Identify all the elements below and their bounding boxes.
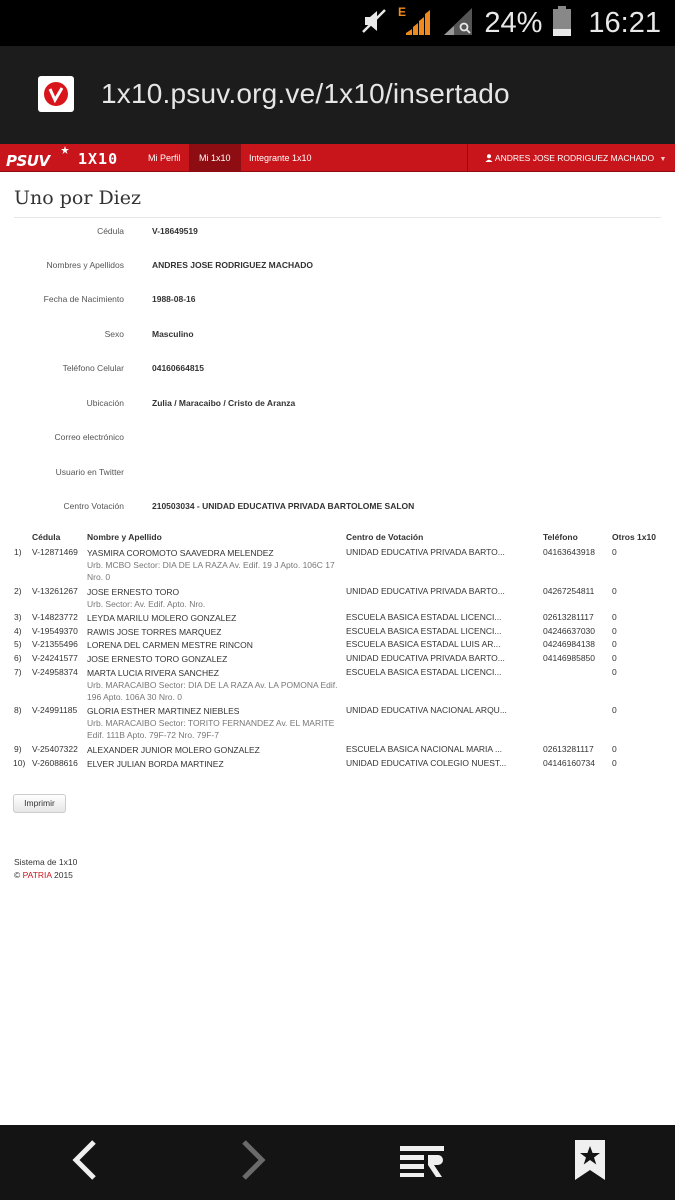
user-menu[interactable] bbox=[467, 144, 675, 172]
row-center: ESCUELA BASICA ESTADAL LICENCI... bbox=[346, 667, 502, 677]
row-number: 6) bbox=[14, 653, 22, 663]
back-icon bbox=[70, 1138, 100, 1187]
row-cedula: V-24991185 bbox=[32, 705, 78, 715]
forward-icon bbox=[238, 1138, 268, 1187]
row-number: 8) bbox=[14, 705, 22, 715]
row-phone: 02613281117 bbox=[543, 612, 594, 622]
browser-bottom-bar bbox=[0, 1125, 675, 1200]
row-cedula: V-24241577 bbox=[32, 653, 78, 663]
profile-row-ubicacion bbox=[0, 398, 675, 412]
logo-psuv-text: PSUV bbox=[6, 152, 50, 170]
row-name: RAWIS JOSE TORRES MARQUEZ bbox=[87, 627, 222, 637]
row-center: ESCUELA BASICA ESTADAL LICENCI... bbox=[346, 612, 502, 622]
site-navbar bbox=[0, 144, 675, 172]
row-center: UNIDAD EDUCATIVA PRIVADA BARTO... bbox=[346, 547, 505, 557]
profile-row-centro bbox=[0, 501, 675, 515]
table-header bbox=[0, 532, 675, 544]
print-button[interactable]: Imprimir bbox=[13, 794, 66, 813]
footer-year: 2015 bbox=[54, 870, 73, 880]
title-divider bbox=[14, 217, 661, 218]
row-cedula: V-26088616 bbox=[32, 758, 78, 768]
row-phone: 04163643918 bbox=[543, 547, 596, 557]
row-otros: 0 bbox=[612, 744, 617, 754]
row-number: 1) bbox=[14, 547, 22, 557]
back-button[interactable] bbox=[60, 1137, 110, 1187]
logo-app-name: 1X10 bbox=[78, 150, 119, 168]
row-center: ESCUELA BASICA NACIONAL MARIA ... bbox=[346, 744, 503, 754]
star-icon bbox=[61, 146, 69, 154]
row-cedula: V-24958374 bbox=[32, 667, 78, 677]
profile-row-fecha bbox=[0, 294, 675, 308]
footer-system-label: Sistema de 1x10 bbox=[14, 857, 78, 867]
reader-mode-icon bbox=[398, 1142, 446, 1183]
row-center: ESCUELA BASICA ESTADAL LICENCI... bbox=[346, 626, 502, 636]
row-address: Urb. MARACAIBO Sector: DIA DE LA RAZA Av. LA POMONA Edif. 196 Apto. 106A 30 Nro. 0 bbox=[87, 680, 338, 702]
profile-label: Ubicación bbox=[86, 398, 124, 408]
row-name-cell bbox=[87, 705, 343, 741]
row-phone: 04246984138 bbox=[543, 639, 596, 649]
profile-label: Cédula bbox=[97, 226, 124, 236]
bookmark-icon bbox=[573, 1138, 607, 1187]
row-phone: 02613281117 bbox=[543, 744, 594, 754]
row-phone: 04146160734 bbox=[543, 758, 596, 768]
row-name-cell bbox=[87, 626, 343, 638]
bookmark-button[interactable] bbox=[565, 1137, 615, 1187]
nav-integrante-1x10[interactable]: Integrante 1x10 bbox=[249, 153, 312, 163]
psuv-logo[interactable] bbox=[6, 148, 119, 170]
row-otros: 0 bbox=[612, 626, 617, 636]
forward-button[interactable] bbox=[228, 1137, 278, 1187]
row-number: 2) bbox=[14, 586, 22, 596]
row-cedula: V-21355496 bbox=[32, 639, 78, 649]
row-number: 3) bbox=[14, 612, 22, 622]
row-name: ELVER JULIAN BORDA MARTINEZ bbox=[87, 759, 224, 769]
chevron-down-icon: ▼ bbox=[659, 156, 667, 163]
url-text[interactable]: 1x10.psuv.org.ve/1x10/insertado bbox=[101, 78, 510, 109]
row-name: YASMIRA COROMOTO SAAVEDRA MELENDEZ bbox=[87, 548, 274, 558]
row-center: UNIDAD EDUCATIVA NACIONAL ARQU... bbox=[346, 705, 507, 715]
row-otros: 0 bbox=[612, 547, 617, 557]
row-cedula: V-12871469 bbox=[32, 547, 78, 557]
column-header-cedula: Cédula bbox=[32, 532, 61, 542]
row-otros: 0 bbox=[612, 758, 617, 768]
row-number: 4) bbox=[14, 626, 22, 636]
row-otros: 0 bbox=[612, 653, 617, 663]
row-cedula: V-14823772 bbox=[32, 612, 78, 622]
column-header-centro: Centro de Votación bbox=[346, 532, 424, 542]
reader-mode-button[interactable] bbox=[397, 1137, 447, 1187]
footer-brand-link[interactable]: PATRIA bbox=[22, 870, 52, 880]
row-otros: 0 bbox=[612, 639, 617, 649]
svg-text:E: E bbox=[398, 4, 407, 19]
profile-row-sexo bbox=[0, 329, 675, 343]
profile-label: Teléfono Celular bbox=[62, 363, 124, 373]
row-name: JOSE ERNESTO TORO bbox=[87, 587, 180, 597]
row-name-cell bbox=[87, 758, 343, 770]
row-center: ESCUELA BASICA ESTADAL LUIS AR... bbox=[346, 639, 501, 649]
row-center: UNIDAD EDUCATIVA COLEGIO NUEST... bbox=[346, 758, 507, 768]
user-icon bbox=[485, 153, 495, 163]
row-address: Urb. MARACAIBO Sector: TORITO FERNANDEZ Av. EL MARITE Edif. 111B Apto. 79F-72 Nro. 79F-7 bbox=[87, 718, 335, 740]
row-otros: 0 bbox=[612, 612, 617, 622]
row-otros: 0 bbox=[612, 586, 617, 596]
profile-label: Fecha de Nacimiento bbox=[43, 294, 124, 304]
profile-value: 1988-08-16 bbox=[152, 294, 196, 304]
row-center: UNIDAD EDUCATIVA PRIVADA BARTO... bbox=[346, 586, 505, 596]
signal-icon bbox=[442, 5, 474, 42]
profile-label: Nombres y Apellidos bbox=[46, 260, 124, 270]
battery-percent: 24% bbox=[484, 6, 543, 39]
footer-copyright bbox=[14, 870, 73, 880]
profile-value: ANDRES JOSE RODRIGUEZ MACHADO bbox=[152, 260, 314, 270]
row-name: LORENA DEL CARMEN MESTRE RINCON bbox=[87, 640, 253, 650]
row-name: GLORIA ESTHER MARTINEZ NIEBLES bbox=[87, 706, 240, 716]
row-number: 5) bbox=[14, 639, 22, 649]
row-cedula: V-19549370 bbox=[32, 626, 78, 636]
row-name: MARTA LUCIA RIVERA SANCHEZ bbox=[87, 668, 219, 678]
row-phone: 04246637030 bbox=[543, 626, 596, 636]
profile-value: 210503034 - UNIDAD EDUCATIVA PRIVADA BARTOLOME SALON bbox=[152, 501, 415, 511]
row-name-cell bbox=[87, 547, 343, 583]
page-title: Uno por Diez bbox=[14, 187, 142, 209]
row-address: Urb. Sector: Av. Edif. Apto. Nro. bbox=[87, 599, 206, 609]
profile-row-twitter bbox=[0, 467, 675, 481]
row-name: JOSE ERNESTO TORO GONZALEZ bbox=[87, 654, 228, 664]
browser-url-bar[interactable] bbox=[0, 46, 675, 144]
row-center: UNIDAD EDUCATIVA PRIVADA BARTO... bbox=[346, 653, 505, 663]
profile-row-correo bbox=[0, 432, 675, 446]
row-cedula: V-25407322 bbox=[32, 744, 78, 754]
row-otros: 0 bbox=[612, 667, 617, 677]
column-header-telefono: Teléfono bbox=[543, 532, 578, 542]
status-bar bbox=[0, 0, 675, 46]
row-name-cell bbox=[87, 586, 343, 610]
row-name-cell bbox=[87, 639, 343, 651]
row-number: 7) bbox=[14, 667, 22, 677]
profile-label: Centro Votación bbox=[63, 501, 124, 511]
battery-icon bbox=[552, 5, 572, 42]
row-name-cell bbox=[87, 653, 343, 665]
profile-row-nombres bbox=[0, 260, 675, 274]
profile-label: Correo electrónico bbox=[54, 432, 124, 442]
nav-mi-perfil[interactable]: Mi Perfil bbox=[148, 153, 181, 163]
row-number: 10) bbox=[13, 758, 26, 768]
profile-value: Masculino bbox=[152, 329, 194, 339]
signal-e-icon bbox=[398, 5, 432, 42]
row-cedula: V-13261267 bbox=[32, 586, 78, 596]
profile-row-telefono bbox=[0, 363, 675, 377]
row-name-cell bbox=[87, 667, 343, 703]
row-phone: 04146985850 bbox=[543, 653, 596, 663]
copyright-symbol: © bbox=[14, 870, 21, 880]
row-address: Urb. MCBO Sector: DIA DE LA RAZA Av. Edif. 19 J Apto. 106C 17 Nro. 0 bbox=[87, 560, 335, 582]
row-name-cell bbox=[87, 744, 343, 756]
profile-value: Zulia / Maracaibo / Cristo de Aranza bbox=[152, 398, 296, 408]
mute-icon bbox=[360, 6, 388, 41]
user-name: ANDRES JOSE RODRIGUEZ MACHADO bbox=[494, 153, 655, 163]
site-favicon-icon bbox=[38, 76, 74, 112]
profile-value: 04160664815 bbox=[152, 363, 205, 373]
row-phone: 04267254811 bbox=[543, 586, 595, 596]
profile-label: Sexo bbox=[104, 329, 124, 339]
column-header-otros: Otros 1x10 bbox=[612, 532, 656, 542]
row-name-cell bbox=[87, 612, 343, 624]
profile-row-cedula bbox=[0, 226, 675, 240]
nav-mi-1x10[interactable]: Mi 1x10 bbox=[189, 144, 241, 172]
clock: 16:21 bbox=[588, 6, 661, 39]
row-number: 9) bbox=[14, 744, 22, 754]
profile-value: V-18649519 bbox=[152, 226, 198, 236]
profile-label: Usuario en Twitter bbox=[55, 467, 124, 477]
row-otros: 0 bbox=[612, 705, 617, 715]
row-name: LEYDA MARILU MOLERO GONZALEZ bbox=[87, 613, 237, 623]
column-header-nombre: Nombre y Apellido bbox=[87, 532, 162, 542]
row-name: ALEXANDER JUNIOR MOLERO GONZALEZ bbox=[87, 745, 260, 755]
